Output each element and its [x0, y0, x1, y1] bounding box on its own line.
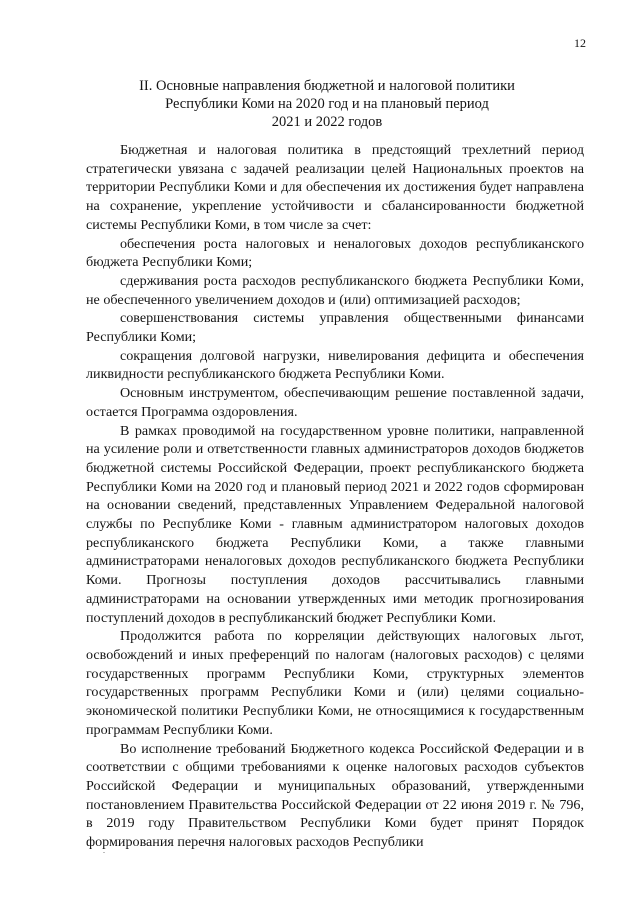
paragraph-intro: Бюджетная и налоговая политика в предстоящий трехлетний период стратегически увязана с задачей реализации целей Национальных проектов на территории Республики Коми и для обеспечения их достижения будет направлена на сохранение, укрепление устойчивости и сбалансированности бюджетной системы Республики Коми, в том числе за счет: [86, 142, 584, 233]
paragraph-budget-code: Во исполнение требований Бюджетного кодекса Российской Федерации и в соответствии с общими требованиями к оценке налоговых расходов субъектов Российской Федерации и муниципальных образований, утвержденными постановлением Правительства Российской Федерации от 22 июня 2019 г. № 796, в 2019 году Правительством Республики Коми будет принят Порядок формирования перечня налоговых расходов Республики [86, 740, 584, 851]
heading-line-1: II. Основные направления бюджетной и налоговой политики [139, 78, 515, 94]
list-item-expense-restraint: сдерживания роста расходов республиканского бюджета Республики Коми, не обеспеченного увеличением доходов и (или) оптимизацией расходов; [86, 272, 584, 308]
list-item-finance-management: совершенствования системы управления общественными финансами Республики Коми; [86, 310, 584, 346]
document-body [86, 141, 584, 852]
heading-line-2: Республики Коми на 2020 год и на плановый период [165, 96, 489, 112]
page-number: 12 [574, 36, 586, 50]
paragraph-main-instrument: Основным инструментом, обеспечивающим решение поставленной задачи, остается Программа оздоровления. [86, 385, 584, 420]
list-item-debt-reduction: сокращения долговой нагрузки, нивелирования дефицита и обеспечения ликвидности республиканского бюджета Республики Коми. [86, 347, 584, 383]
heading-line-3: 2021 и 2022 годов [271, 114, 383, 130]
scan-mark [103, 852, 105, 853]
paragraph-revenue-forecast: В рамках проводимой на государственном уровне политики, направленной на усиление роли и ответственности главных администраторов доходов бюджетов бюджетной системы Российской Федерации, проект республиканского бюджета Республики Коми на 2020 год и плановый период 2021 и 2022 годов сформирован на основании сведений, представленных Управлением Федеральной налоговой службы по Республике Коми - главным администратором налоговых доходов республиканского бюджета Республики Коми, а также главными администраторами неналоговых доходов республиканского бюджета Республики Коми. Прогнозы поступления доходов рассчитывались главными администраторами на основании утвержденных ими методик прогнозирования поступлений доходов в республиканский бюджет Республики Коми. [86, 422, 584, 626]
list-item-revenue-growth: обеспечения роста налоговых и неналоговых доходов республиканского бюджета Республики Коми; [86, 235, 584, 271]
paragraph-tax-benefits: Продолжится работа по корреляции действующих налоговых льгот, освобождений и иных преференций по налогам (налоговых расходов) с целями государственных программ Республики Коми, структурных элементов государственных программ Республики Коми и (или) целями социально-экономической политики Республики Коми, не относящимися к государственным программам Республики Коми. [86, 628, 584, 738]
section-heading [86, 77, 568, 131]
